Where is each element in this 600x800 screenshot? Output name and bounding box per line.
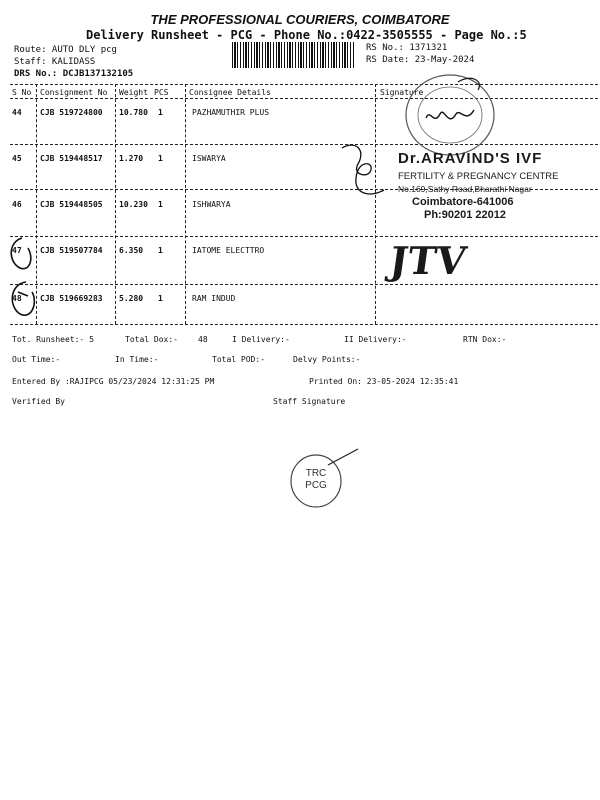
col-header-weight: Weight [119, 88, 148, 97]
row-consignee: ISHWARYA [192, 200, 231, 209]
col-header-consignment: Consignment No [40, 88, 108, 97]
row-consignment: CJB 519669283 [40, 294, 103, 303]
row-sno: 44 [12, 108, 22, 117]
clinic-stamp-city: Coimbatore-641006 [412, 196, 514, 208]
row-pcs: 1 [158, 294, 163, 303]
row-pcs: 1 [158, 108, 163, 117]
col-header-pcs: PCS [154, 88, 169, 97]
row-sno: 45 [12, 154, 22, 163]
clinic-stamp-address: No.169,Sathy Road,Bharathi Nagar [398, 184, 532, 194]
total-dox-value: 48 [198, 335, 208, 344]
row-sno: 47 [12, 246, 22, 255]
barcode [232, 42, 354, 68]
row-weight: 1.270 [119, 154, 144, 163]
handwritten-jtv-mark: JTV [386, 238, 469, 283]
row-consignee: IATOME ELECTTRO [192, 246, 265, 255]
row-pcs: 1 [158, 200, 163, 209]
row-pcs: 1 [158, 154, 163, 163]
row-rule [10, 236, 598, 237]
row-rule [10, 144, 598, 145]
i-delivery: I Delivery:- [232, 335, 290, 344]
row-rule [10, 284, 598, 285]
company-title: THE PROFESSIONAL COURIERS, COIMBATORE [150, 12, 450, 27]
row-weight: 10.780 [119, 108, 148, 117]
col-divider [185, 84, 186, 324]
row-consignment: CJB 519448505 [40, 200, 103, 209]
row-weight: 5.280 [119, 294, 144, 303]
header-bottom-rule [10, 98, 598, 99]
row-consignment: CJB 519448517 [40, 154, 103, 163]
round-seal-stamp [400, 70, 500, 160]
row-consignee: PAZHAMUTHIR PLUS [192, 108, 270, 117]
row-consignment: CJB 519724800 [40, 108, 103, 117]
table-top-rule [10, 84, 598, 85]
runsheet-subtitle: Delivery Runsheet - PCG - Phone No.:0422-3505555 - Page No.:5 [86, 28, 527, 42]
table-bottom-rule [10, 324, 598, 325]
clinic-stamp-name: Dr.ARAVIND'S IVF [398, 150, 543, 167]
handwritten-circle-marks [4, 232, 44, 322]
col-header-sno: S No [12, 88, 32, 97]
delvy-points: Delvy Points:- [293, 355, 361, 364]
row-weight: 6.350 [119, 246, 144, 255]
drs-number: DRS No.: DCJB137132105 [14, 69, 134, 79]
total-runsheet: Tot. Runsheet:- 5 [12, 335, 94, 344]
row-consignee: RAM INDUD [192, 294, 236, 303]
total-pod: Total POD:- [212, 355, 265, 364]
col-header-signature: Signature [380, 88, 424, 97]
rs-number: RS No.: 1371321 [366, 43, 448, 53]
staff-label: Staff: KALIDASS [14, 57, 96, 67]
clinic-stamp-phone: Ph:90201 22012 [424, 209, 506, 221]
row-sno: 46 [12, 200, 22, 209]
staff-signature-label: Staff Signature [273, 397, 346, 406]
route-label: Route: AUTO DLY pcg [14, 45, 117, 55]
entered-by: Entered By :RAJIPCG 05/23/2024 12:31:25 PM [12, 377, 215, 386]
row-weight: 10.230 [119, 200, 148, 209]
col-header-consignee: Consignee Details [189, 88, 271, 97]
col-divider [115, 84, 116, 324]
total-dox-label: Total Dox:- [125, 335, 178, 344]
row-consignment: CJB 519507784 [40, 246, 103, 255]
rtn-dox: RTN Dox:- [463, 335, 507, 344]
rs-date: RS Date: 23-May-2024 [366, 55, 475, 65]
row-consignee: ISWARYA [192, 154, 226, 163]
trc-pcg-stamp [286, 445, 366, 515]
trc-stamp-text: TRC PCG [305, 468, 327, 491]
ii-delivery: II Delivery:- [344, 335, 407, 344]
verified-by: Verified By [12, 397, 65, 406]
handwritten-scribble [336, 138, 396, 208]
row-sno: 48 [12, 294, 22, 303]
in-time: In Time:- [115, 355, 159, 364]
row-pcs: 1 [158, 246, 163, 255]
clinic-stamp-subtitle: FERTILITY & PREGNANCY CENTRE [398, 171, 559, 182]
printed-on: Printed On: 23-05-2024 12:35:41 [309, 377, 459, 386]
out-time: Out Time:- [12, 355, 61, 364]
